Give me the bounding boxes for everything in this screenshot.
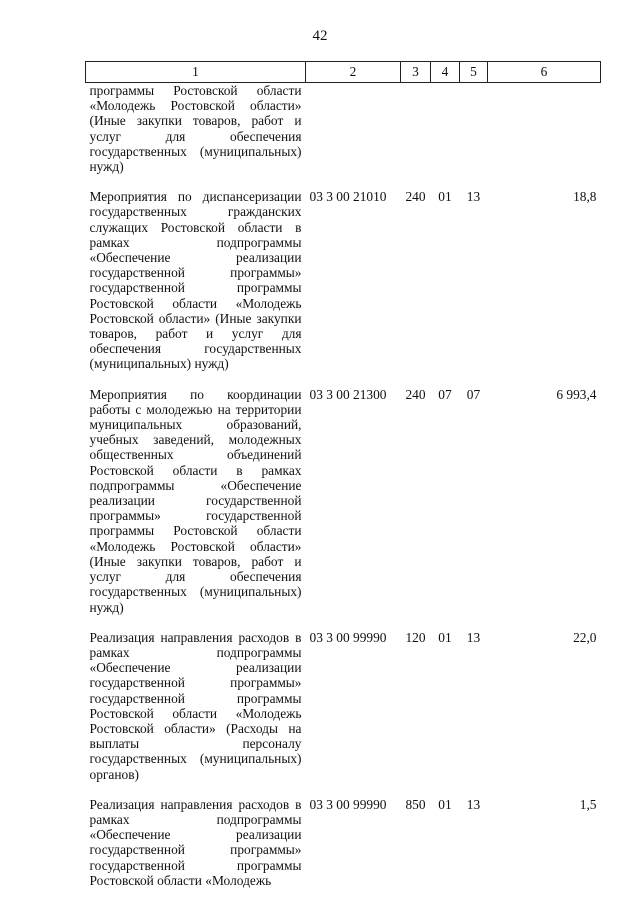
row-expense-type: [401, 83, 431, 190]
row-section: 01: [438, 796, 452, 812]
table-row: [86, 387, 601, 630]
row-expense-type: 120: [405, 629, 426, 645]
row-subsection: 13: [466, 189, 481, 205]
header-col-4: 4: [431, 62, 460, 83]
row-amount: 1,5: [579, 796, 597, 812]
row-section: 01: [438, 629, 452, 645]
header-row: [86, 62, 601, 83]
row-subsection: [460, 83, 488, 190]
row-target-code: 03 3 00 21300: [309, 386, 387, 402]
row-section: [431, 83, 460, 190]
row-name: Мероприятия по диспансеризации государственных гражданских служащих Ростовской области в рамках подпрограммы «Обеспечение реализации государственной программы» государственной программы Ростовской области «Молодежь Ростовской области» (Иные закупки товаров, работ и услуг для обеспечения государственных (муниципальных) нужд): [89, 189, 302, 372]
table-header: [86, 62, 601, 83]
row-expense-type: 240: [405, 386, 426, 402]
row-subsection: 13: [466, 629, 481, 645]
header-col-6: 6: [488, 62, 601, 83]
header-col-5: 5: [460, 62, 488, 83]
header-col-2: 2: [306, 62, 401, 83]
row-expense-type: 850: [405, 796, 426, 812]
header-col-1: 1: [86, 62, 306, 83]
row-name: программы Ростовской области «Молодежь Ростовской области» (Иные закупки товаров, работ и услуг для обеспечения государственных (муниципальных) нужд): [89, 83, 302, 175]
row-target-code: [306, 83, 401, 190]
table-row: [86, 630, 601, 797]
row-target-code: 03 3 00 99990: [309, 796, 387, 812]
budget-table: [85, 61, 601, 903]
row-name: Реализация направления расходов в рамках подпрограммы «Обеспечение реализации государственной программы» государственной программы Ростовской области «Молодежь Ростовской области» (Расходы на выплаты персоналу государственных (муниципальных) органов): [89, 629, 302, 782]
row-name: Мероприятия по координации работы с молодежью на территории муниципальных образований, учебных заведений, молодежных общественных объединений Ростовской области в рамках подпрограммы «Обеспечение реализации государственной программы» государственной программы Ростовской области «Молодежь Ростовской области» (Иные закупки товаров, работ и услуг для обеспечения государственных (муниципальных) нужд): [89, 386, 302, 615]
table-row: [86, 83, 601, 190]
row-expense-type: 240: [405, 189, 426, 205]
row-amount: 6 993,4: [556, 386, 597, 402]
row-target-code: 03 3 00 21010: [309, 189, 387, 205]
row-section: 07: [438, 386, 452, 402]
row-amount: 18,8: [573, 189, 597, 205]
row-amount: [488, 83, 601, 190]
row-subsection: 07: [466, 386, 481, 402]
table-row: [86, 797, 601, 903]
header-col-3: 3: [401, 62, 431, 83]
page-number: 42: [312, 28, 328, 44]
row-name: Реализация направления расходов в рамках подпрограммы «Обеспечение реализации государственной программы» государственной программы Ростовской области «Молодежь: [89, 796, 302, 888]
row-target-code: 03 3 00 99990: [309, 629, 387, 645]
row-section: 01: [438, 189, 452, 205]
row-amount: 22,0: [573, 629, 597, 645]
table-row: [86, 189, 601, 386]
table-body: [86, 83, 601, 903]
row-subsection: 13: [466, 796, 481, 812]
